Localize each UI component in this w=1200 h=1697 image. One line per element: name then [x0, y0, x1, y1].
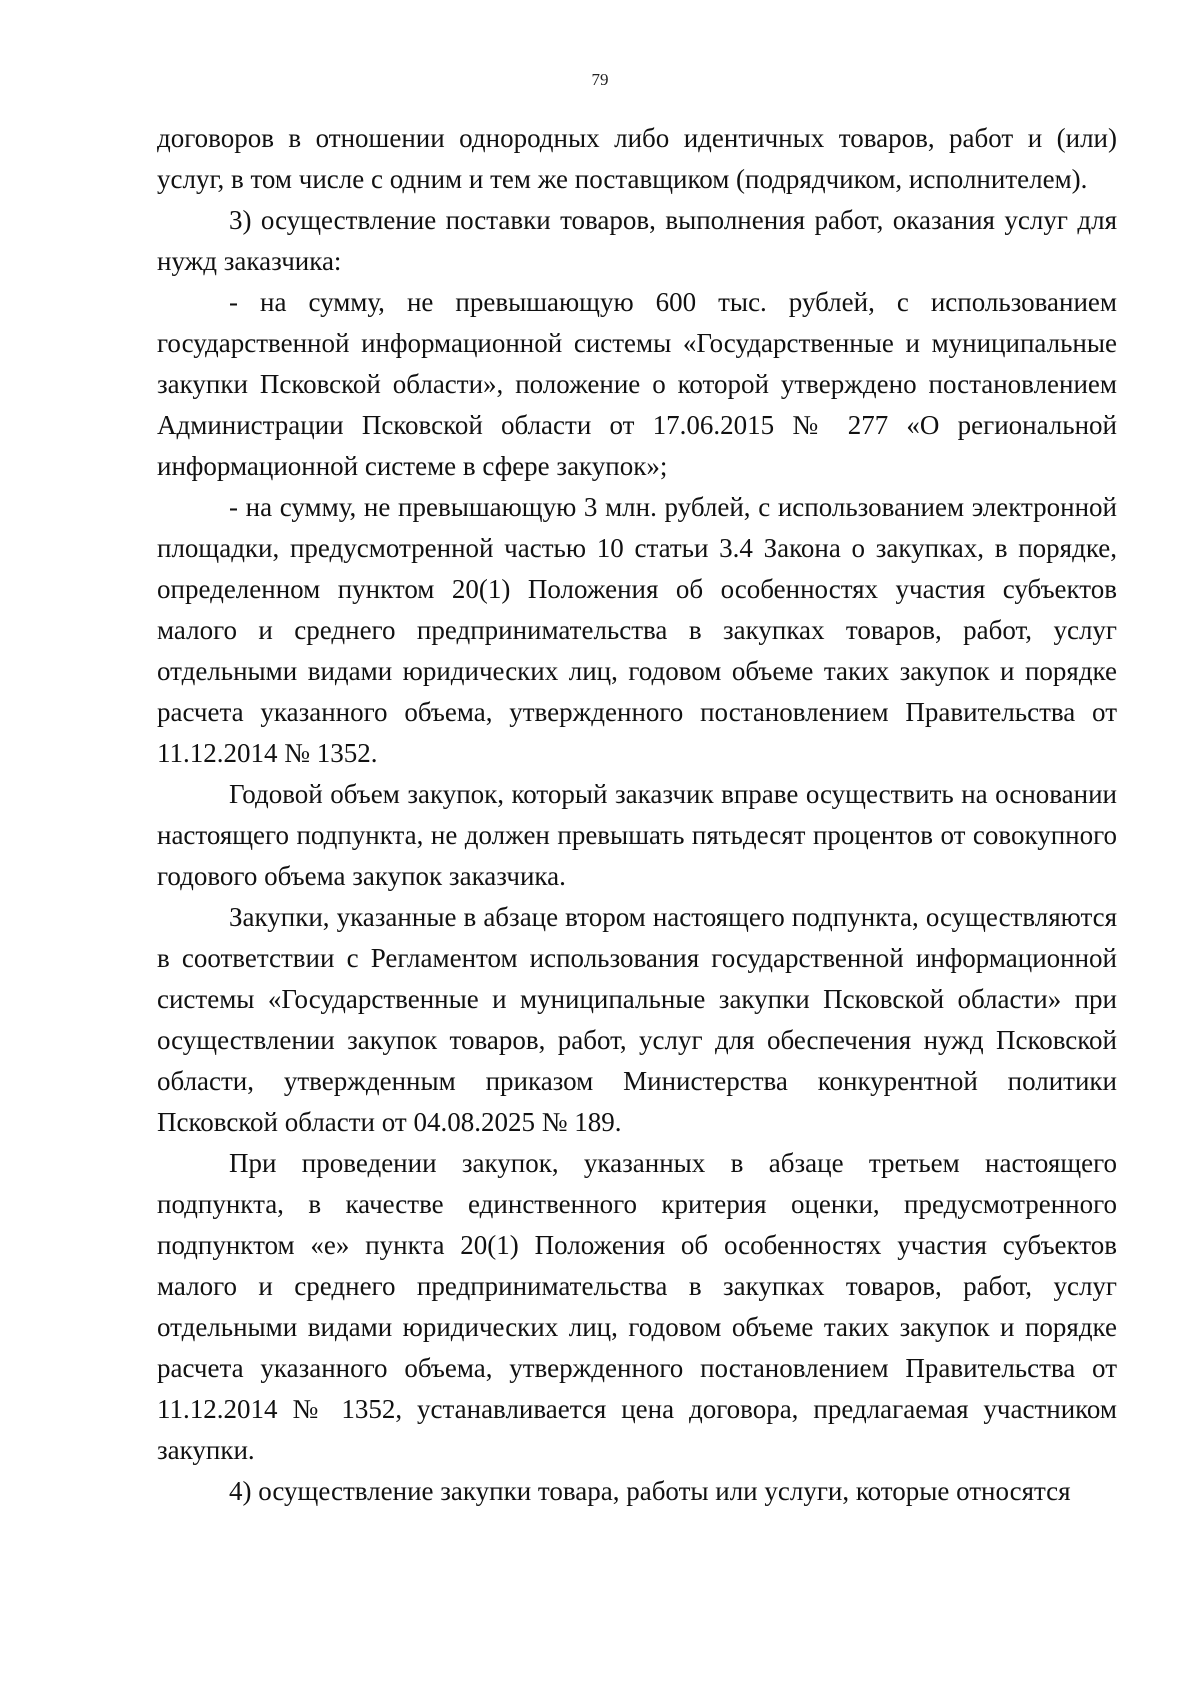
paragraph-dash-600k: - на сумму, не превышающую 600 тыс. рублей, с использованием государственной информационной системы «Государственные и муниципальные закупки Псковской области», положение о которой утверждено постановлением Администрации Псковской области от 17.06.2015 № 277 «О региональной информационной системе в сфере закупок»; [157, 287, 1117, 481]
paragraph-evaluation-criterion: При проведении закупок, указанных в абзаце третьем настоящего подпункта, в качестве единственного критерия оценки, предусмотренного подпунктом «е» пункта 20(1) Положения об особенностях участия субъектов малого и среднего предпринимательства в закупках товаров, работ, услуг отдельными видами юридических лиц, годовом объеме таких закупок и порядке расчета указанного объема, утвержденного постановлением Правительства от 11.12.2014 № 1352, устанавливается цена договора, предлагаемая участником закупки. [157, 1148, 1117, 1465]
page-number: 79 [591, 70, 609, 89]
paragraph-continuation: договоров в отношении однородных либо идентичных товаров, работ и (или) услуг, в том числе с одним и тем же поставщиком (подрядчиком, исполнителем). [157, 123, 1117, 194]
paragraph-item-3: 3) осуществление поставки товаров, выполнения работ, оказания услуг для нужд заказчика: [157, 205, 1117, 276]
paragraph-item-4: 4) осуществление закупки товара, работы или услуги, которые относятся [229, 1476, 1071, 1506]
paragraph-annual-volume: Годовой объем закупок, который заказчик вправе осуществить на основании настоящего подпункта, не должен превышать пятьдесят процентов от совокупного годового объема закупок заказчика. [157, 779, 1117, 891]
paragraph-regulation: Закупки, указанные в абзаце втором настоящего подпункта, осуществляются в соответствии с Регламентом использования государственной информационной системы «Государственные и муниципальные закупки Псковской области» при осуществлении закупок товаров, работ, услуг для обеспечения нужд Псковской области, утвержденным приказом Министерства конкурентной политики Псковской области от 04.08.2025 № 189. [157, 902, 1117, 1137]
paragraph-dash-3mln: - на сумму, не превышающую 3 млн. рублей, с использованием электронной площадки, предусмотренной частью 10 статьи 3.4 Закона о закупках, в порядке, определенном пунктом 20(1) Положения об особенностях участия субъектов малого и среднего предпринимательства в закупках товаров, работ, услуг отдельными видами юридических лиц, годовом объеме таких закупок и порядке расчета указанного объема, утвержденного постановлением Правительства от 11.12.2014 № 1352. [157, 492, 1117, 768]
document-body [157, 118, 1117, 1512]
